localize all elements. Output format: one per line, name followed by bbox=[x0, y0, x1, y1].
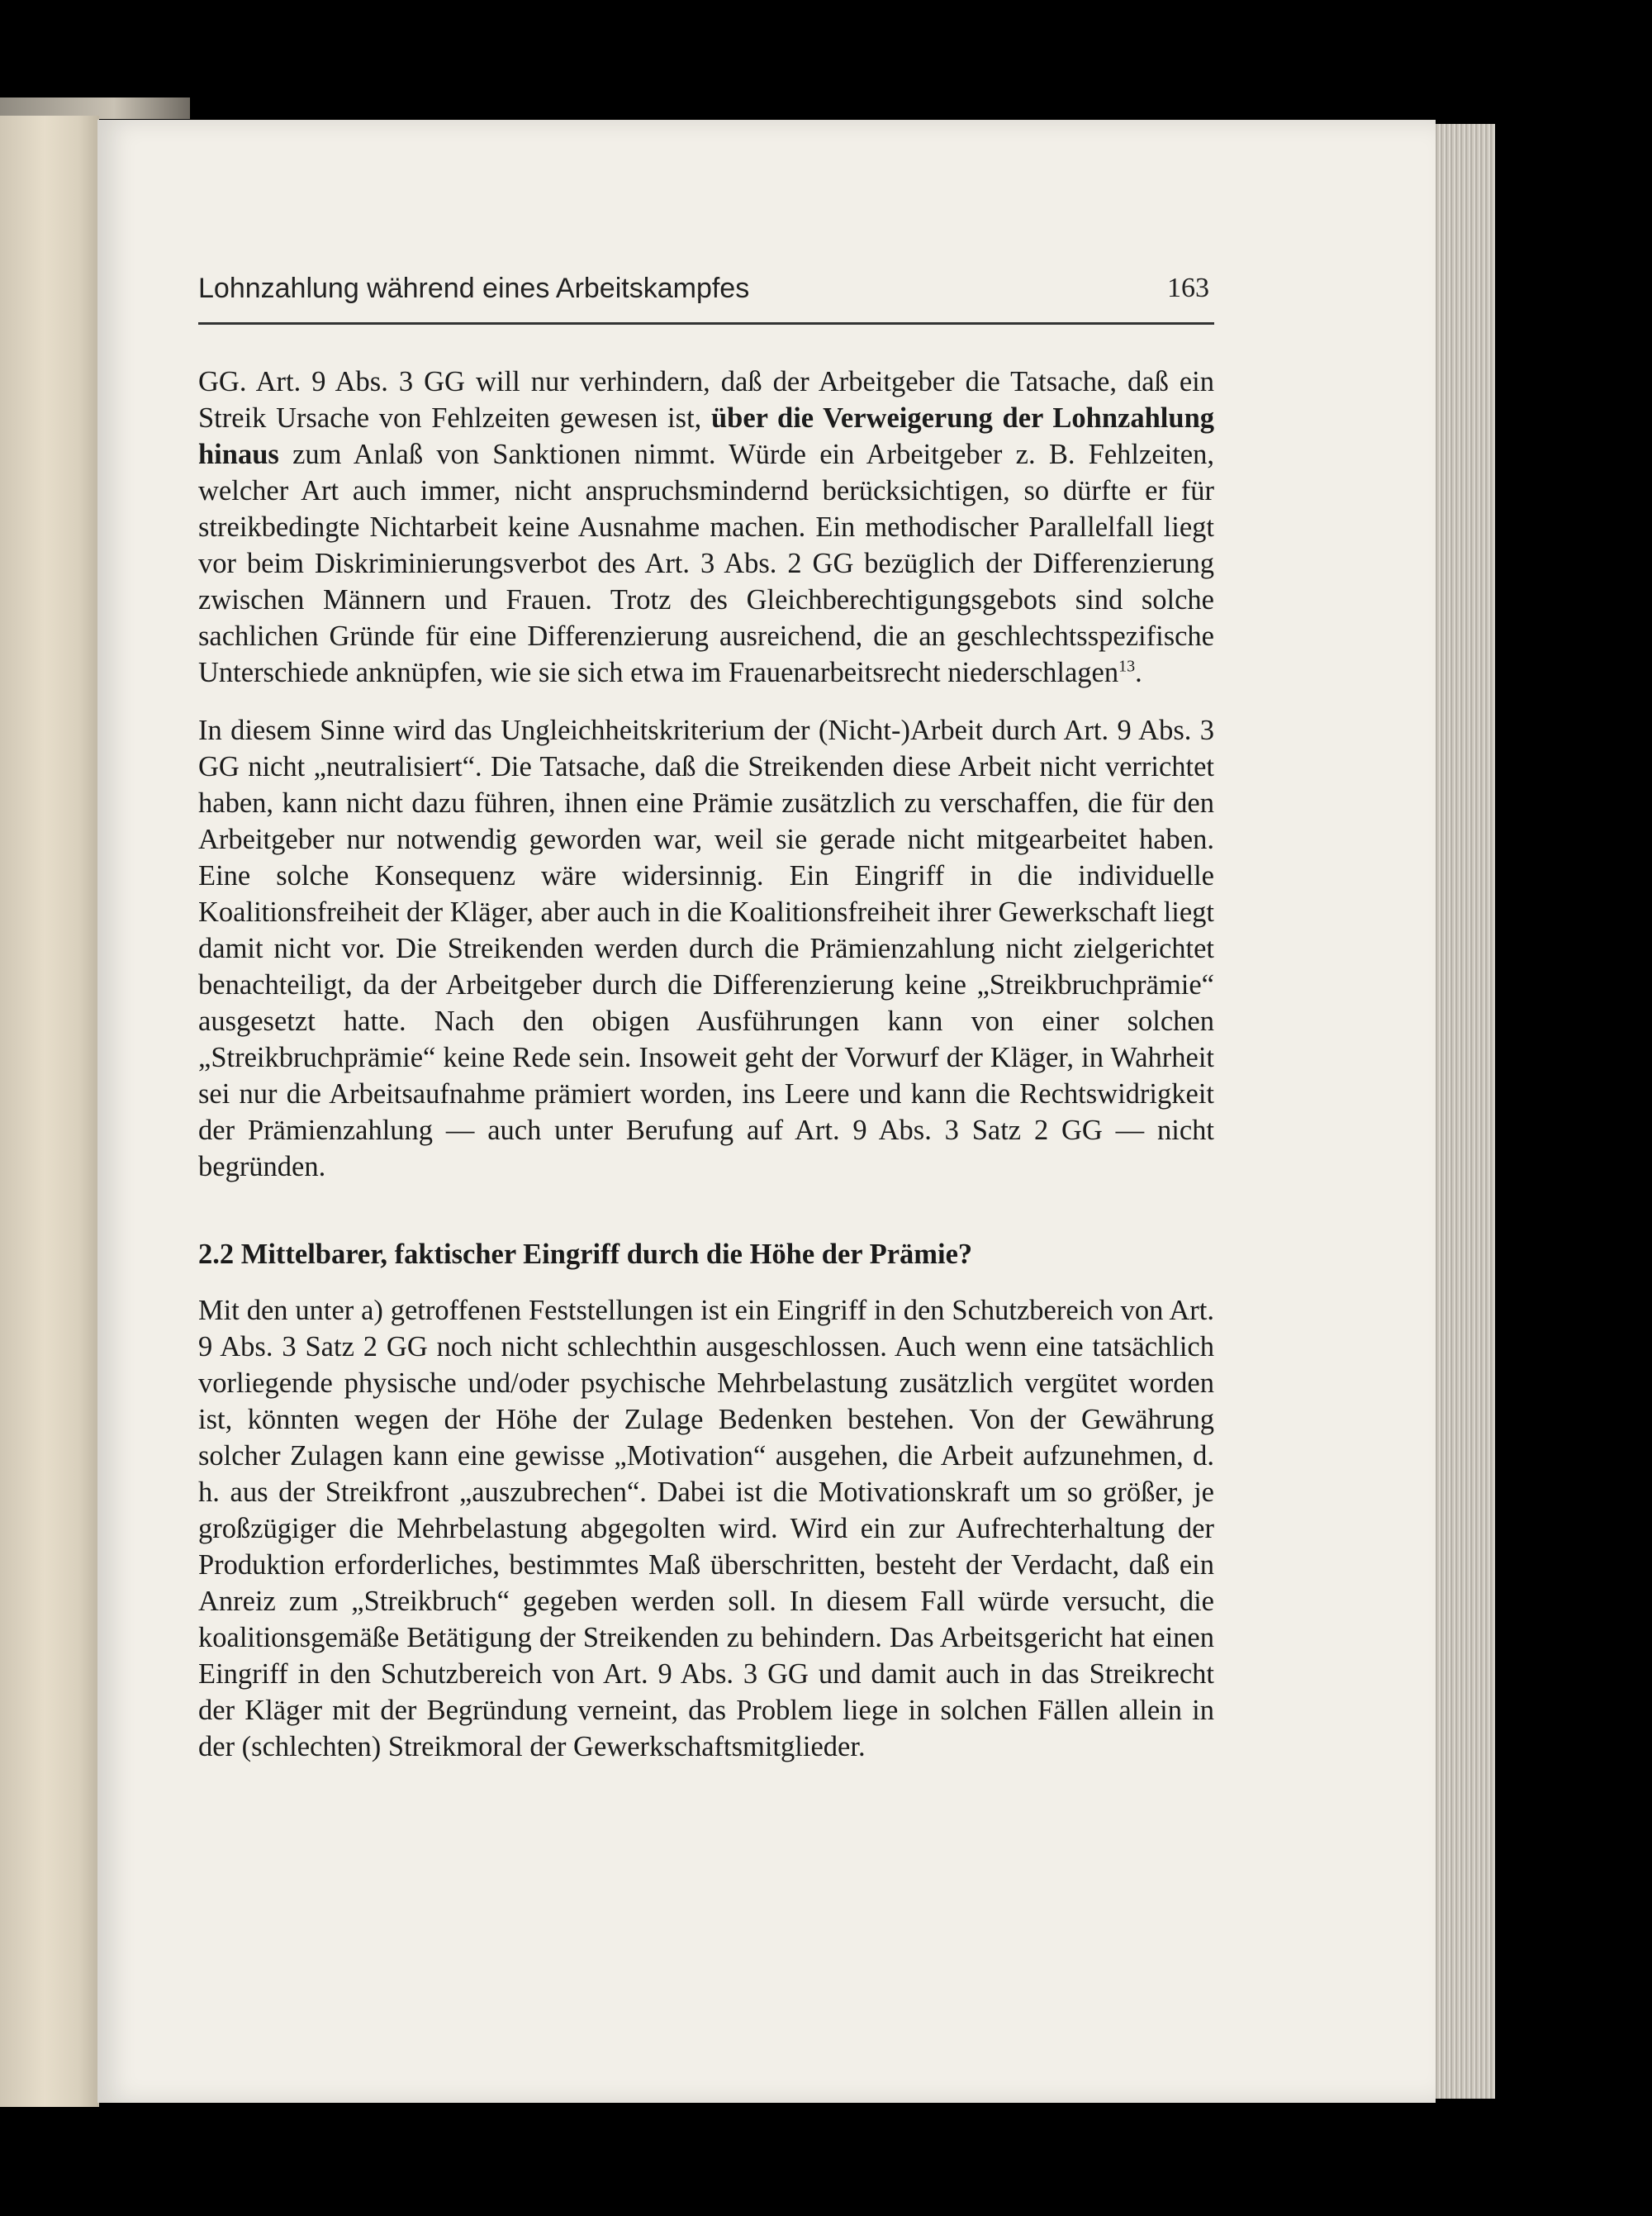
running-title: Lohnzahlung während eines Arbeitskampfes bbox=[198, 273, 750, 304]
paragraph-1-bold: über die Verweigerung der Lohnzahlung hinaus bbox=[198, 402, 1215, 470]
paragraph-2: In diesem Sinne wird das Ungleichheitskriterium der (Nicht-)Arbeit durch Art. 9 Abs. 3 GG nicht „neutralisiert“. Die Tatsache, daß die Streikenden diese Arbeit nicht verrichtet haben, kann nicht dazu führen, ihnen eine Prämie zusätzlich zu verschaffen, die für den Arbeitgeber nur notwendig geworden war, weil sie gerade nicht mitgearbeitet haben. Eine solche Konsequenz wäre widersinnig. Ein Eingriff in die individuelle Koalitionsfreiheit der Kläger, aber auch in die Koalitionsfreiheit ihrer Gewerkschaft liegt damit nicht vor. Die Streikenden werden durch die Prämienzahlung nicht zielgerichtet benachteiligt, da der Arbeitgeber durch die Differenzierung keine „Streikbruchprämie“ ausgesetzt hatte. Nach den obigen Ausführungen kann von einer solchen „Streikbruchprämie“ keine Rede sein. Insoweit geht der Vorwurf der Kläger, in Wahrheit sei nur die Arbeitsaufnahme prämiert worden, ins Leere und kann die Rechtswidrigkeit der Prämienzahlung — auch unter Berufung auf Art. 9 Abs. 3 Satz 2 GG — nicht begründen. bbox=[198, 715, 1214, 1182]
paragraph-1 bbox=[198, 364, 1214, 691]
page-body bbox=[198, 364, 1214, 1786]
running-header bbox=[198, 273, 1214, 325]
paragraph-3: Mit den unter a) getroffenen Feststellungen ist ein Eingriff in den Schutzbereich von Art. 9 Abs. 3 Satz 2 GG noch nicht schlechthin ausgeschlossen. Auch wenn eine tatsächlich vorliegende physische und/oder psychische Mehrbelastung zusätzlich vergütet worden ist, könnten wegen der Höhe der Zulage Bedenken bestehen. Von der Gewährung solcher Zulagen kann eine gewisse „Motivation“ ausgehen, die Arbeit aufzunehmen, d. h. aus der Streikfront „auszubrechen“. Dabei ist die Motivationskraft um so größer, je großzügiger die Mehrbelastung abgegolten wird. Wird ein zur Aufrechterhaltung der Produktion erforderliches, bestimmtes Maß überschritten, besteht der Verdacht, daß ein Anreiz zum „Streikbruch“ gegeben werden soll. In diesem Fall würde versucht, die koalitionsgemäße Betätigung der Streikenden zu behindern. Das Arbeitsgericht hat einen Eingriff in den Schutzbereich von Art. 9 Abs. 3 GG und damit auch in das Streikrecht der Kläger mit der Begründung verneint, das Problem liege in solchen Fällen allein in der (schlechten) Streikmoral der Gewerkschaftsmitglieder. bbox=[198, 1295, 1214, 1762]
paragraph-1-text-a: GG. Art. 9 Abs. 3 GG will nur verhindern, daß der Arbeitgeber die Tatsache, daß ein Streik Ursache von Fehlzeiten gewesen ist, bbox=[198, 366, 1214, 434]
section-heading: 2.2 Mittelbarer, faktischer Eingriff durch die Höhe der Prämie? bbox=[198, 1239, 973, 1270]
footnote-ref: 13 bbox=[1118, 657, 1136, 676]
page-stack-edge bbox=[1433, 124, 1495, 2099]
paragraph-1-end: . bbox=[1135, 657, 1142, 688]
left-page-edge bbox=[0, 116, 99, 2107]
paragraph-1-text-b: zum Anlaß von Sanktionen nimmt. Würde ein Arbeitgeber z. B. Fehlzeiten, welcher Art auch immer, nicht anspruchsmindernd berücksichtigen, so dürfte er für streikbedingte Nichtarbeit keine Ausnahme machen. Ein methodischer Parallelfall liegt vor beim Diskriminierungsverbot des Art. 3 Abs. 2 GG bezüglich der Differenzierung zwischen Männern und Frauen. Trotz des Gleichberechtigungsgebots sind solche sachlichen Gründe für eine Differenzierung ausreichend, die an geschlechtsspezifische Unterschiede anknüpfen, wie sie sich etwa im Frauenarbeitsrecht niederschlagen bbox=[198, 439, 1214, 688]
page-number: 163 bbox=[1167, 273, 1209, 303]
